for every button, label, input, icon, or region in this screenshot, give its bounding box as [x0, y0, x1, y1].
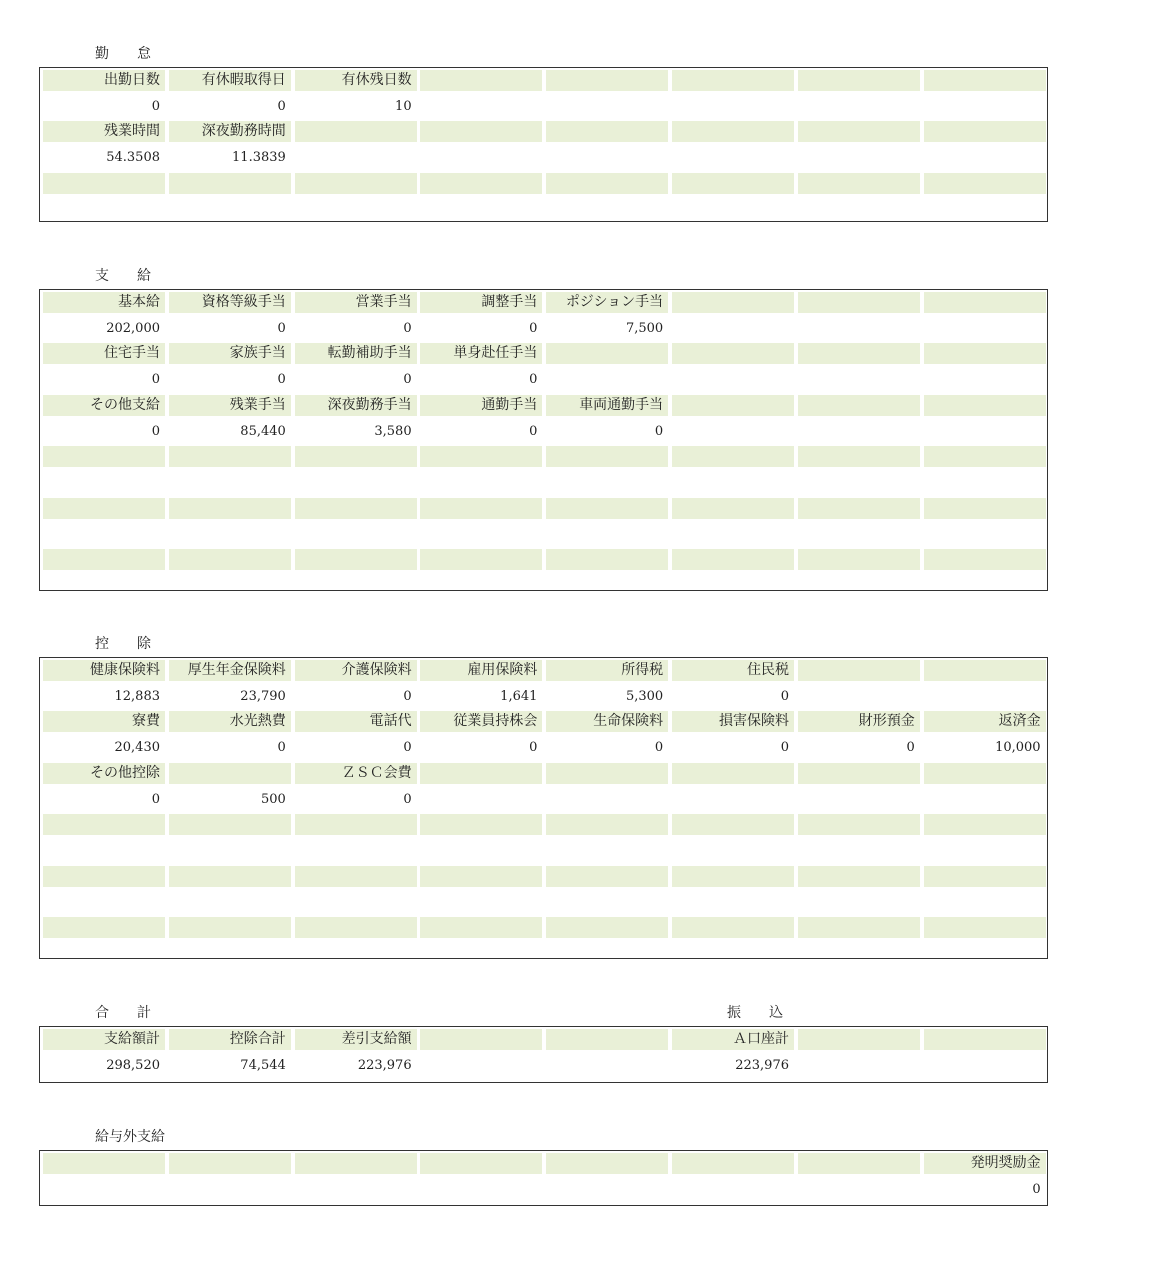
- item-label: 発明奨励金: [924, 1153, 1046, 1174]
- item-label: [924, 343, 1046, 364]
- item-label: [924, 660, 1046, 681]
- item-value: [546, 96, 668, 117]
- item-value: [672, 575, 794, 596]
- item-value: [672, 789, 794, 810]
- item-label: 転勤補助手当: [295, 343, 417, 364]
- item-label: [798, 173, 920, 194]
- item-label: [43, 498, 165, 519]
- item-label: 従業員持株会: [420, 711, 542, 732]
- item-value: 3,580: [374, 423, 412, 439]
- item-label: 調整手当: [420, 292, 542, 313]
- item-label: [798, 814, 920, 835]
- item-label: [43, 173, 165, 194]
- item-label: [798, 1029, 920, 1050]
- item-label: [43, 1153, 165, 1174]
- item-value: [798, 369, 920, 390]
- item-label: 深夜勤務手当: [295, 395, 417, 416]
- item-value: [798, 789, 920, 810]
- item-value: 7,500: [625, 320, 664, 336]
- item-value: [169, 472, 291, 493]
- item-label: [420, 917, 542, 938]
- item-label: [798, 498, 920, 519]
- item-value: [546, 369, 668, 390]
- item-label: [169, 763, 291, 784]
- item-label: 残業手当: [169, 395, 291, 416]
- item-label: [798, 549, 920, 570]
- item-label: [672, 292, 794, 313]
- item-value: [546, 199, 668, 220]
- item-value: [672, 369, 794, 390]
- item-label: [546, 343, 668, 364]
- item-value: [672, 421, 794, 442]
- item-label: [420, 121, 542, 142]
- item-label: [924, 173, 1046, 194]
- item-label: 家族手当: [169, 343, 291, 364]
- item-label: [798, 866, 920, 887]
- item-value: [420, 840, 542, 861]
- item-label: 営業手当: [295, 292, 417, 313]
- item-label: 電話代: [295, 711, 417, 732]
- item-value: 0: [654, 740, 664, 756]
- item-label: [169, 917, 291, 938]
- item-label: [798, 292, 920, 313]
- item-label: [672, 917, 794, 938]
- item-label: 厚生年金保険料: [169, 660, 291, 681]
- item-label: [546, 866, 668, 887]
- item-value: [295, 943, 417, 964]
- item-value: [672, 891, 794, 912]
- item-label: [924, 1029, 1046, 1050]
- item-value: 0: [529, 372, 538, 388]
- item-value: [546, 1179, 668, 1200]
- item-value: [546, 472, 668, 493]
- item-label: その他支給: [43, 395, 165, 416]
- item-value: [798, 421, 920, 442]
- item-label: [924, 814, 1046, 835]
- item-value: [924, 199, 1046, 220]
- item-value: [798, 575, 920, 596]
- item-label: [420, 70, 542, 91]
- item-label: [924, 121, 1046, 142]
- item-label: [420, 814, 542, 835]
- kojo-table: [39, 657, 1048, 959]
- item-value: 0: [906, 740, 915, 756]
- item-label: [924, 70, 1046, 91]
- item-value: [546, 789, 668, 810]
- item-label: 出勤日数: [43, 70, 165, 91]
- item-value: 0: [403, 372, 412, 388]
- shikyu-table: [39, 289, 1048, 591]
- item-value: [798, 199, 920, 220]
- item-value: [169, 840, 291, 861]
- item-label: [924, 763, 1046, 784]
- item-label: 住宅手当: [43, 343, 165, 364]
- kojo-title: 控 除: [95, 636, 151, 652]
- item-label: 雇用保険料: [420, 660, 542, 681]
- item-label: [420, 866, 542, 887]
- item-value: [420, 575, 542, 596]
- item-value: [798, 318, 920, 339]
- item-value: 223,976: [357, 1057, 412, 1073]
- item-label: [169, 549, 291, 570]
- item-label: 差引支給額: [295, 1029, 417, 1050]
- item-value: 1,641: [500, 688, 538, 704]
- item-label: [672, 446, 794, 467]
- item-label: 健康保険料: [43, 660, 165, 681]
- item-value: [924, 686, 1046, 707]
- item-value: [420, 1179, 542, 1200]
- item-label: [295, 1153, 417, 1174]
- item-value: [924, 523, 1046, 544]
- item-label: [420, 1153, 542, 1174]
- item-value: [169, 943, 291, 964]
- item-label: [295, 866, 417, 887]
- item-label: ＺＳＣ会費: [295, 763, 417, 784]
- item-value: 0: [529, 320, 538, 336]
- item-value: [420, 789, 542, 810]
- item-value: [420, 1055, 542, 1076]
- item-label: [798, 763, 920, 784]
- item-value: 74,544: [240, 1057, 286, 1073]
- item-label: [169, 814, 291, 835]
- item-label: [546, 70, 668, 91]
- item-value: [546, 575, 668, 596]
- item-value: [169, 575, 291, 596]
- item-value: [924, 943, 1046, 964]
- item-value: [295, 523, 417, 544]
- item-value: 0: [1032, 1181, 1041, 1197]
- item-value: 0: [780, 740, 789, 756]
- item-value: 0: [277, 372, 286, 388]
- item-label: 控除合計: [169, 1029, 291, 1050]
- item-value: [43, 575, 165, 596]
- item-label: [798, 446, 920, 467]
- item-value: [798, 472, 920, 493]
- item-label: 基本給: [43, 292, 165, 313]
- item-label: [169, 498, 291, 519]
- item-value: 0: [151, 372, 160, 388]
- item-label: [672, 1153, 794, 1174]
- item-value: [924, 840, 1046, 861]
- item-value: [420, 199, 542, 220]
- item-label: 水光熱費: [169, 711, 291, 732]
- item-label: [546, 498, 668, 519]
- item-label: [43, 549, 165, 570]
- item-label: [546, 1029, 668, 1050]
- item-label: [420, 1029, 542, 1050]
- item-value: [420, 147, 542, 168]
- item-value: [43, 943, 165, 964]
- item-value: 223,976: [735, 1057, 789, 1073]
- item-label: [295, 549, 417, 570]
- item-label: [672, 70, 794, 91]
- item-label: [546, 763, 668, 784]
- item-value: [924, 472, 1046, 493]
- item-label: 所得税: [546, 660, 668, 681]
- item-value: [169, 523, 291, 544]
- item-label: [546, 173, 668, 194]
- item-value: 5,300: [625, 688, 664, 704]
- item-value: [798, 523, 920, 544]
- item-label: [546, 1153, 668, 1174]
- item-value: [924, 789, 1046, 810]
- item-value: 0: [151, 98, 160, 114]
- item-label: [295, 446, 417, 467]
- item-label: [924, 498, 1046, 519]
- item-value: [798, 1055, 920, 1076]
- item-value: [295, 472, 417, 493]
- item-value: 12,883: [114, 688, 160, 704]
- item-label: [924, 446, 1046, 467]
- item-label: 介護保険料: [295, 660, 417, 681]
- item-value: [295, 199, 417, 220]
- item-value: 0: [403, 320, 412, 336]
- item-value: 0: [403, 740, 412, 756]
- item-value: [798, 891, 920, 912]
- item-value: [672, 1179, 794, 1200]
- item-value: 0: [529, 740, 538, 756]
- item-value: [798, 147, 920, 168]
- item-label: [169, 173, 291, 194]
- item-label: [672, 866, 794, 887]
- kyuyogai-table: [39, 1150, 1048, 1206]
- item-value: [672, 147, 794, 168]
- item-value: [420, 96, 542, 117]
- item-label: [169, 1153, 291, 1174]
- item-value: [924, 318, 1046, 339]
- item-value: [169, 891, 291, 912]
- furikomi-title: 振 込: [727, 1005, 783, 1021]
- item-value: 0: [151, 791, 160, 807]
- item-label: [672, 173, 794, 194]
- item-label: [420, 446, 542, 467]
- item-value: [546, 891, 668, 912]
- item-label: [43, 917, 165, 938]
- kintai-table: [39, 67, 1048, 222]
- item-value: [924, 891, 1046, 912]
- item-label: [798, 395, 920, 416]
- gokei-table: [39, 1026, 1048, 1083]
- item-value: 20,430: [114, 740, 160, 756]
- item-label: [672, 121, 794, 142]
- item-value: [546, 943, 668, 964]
- item-label: [798, 343, 920, 364]
- item-value: [43, 199, 165, 220]
- item-value: [924, 1055, 1046, 1076]
- item-value: [420, 523, 542, 544]
- item-value: 85,440: [240, 423, 286, 439]
- item-label: [798, 70, 920, 91]
- item-value: [420, 943, 542, 964]
- item-value: 0: [403, 791, 412, 807]
- item-value: [295, 575, 417, 596]
- item-label: [546, 446, 668, 467]
- item-label: [43, 814, 165, 835]
- item-value: 0: [277, 740, 286, 756]
- item-label: [420, 763, 542, 784]
- item-label: [546, 121, 668, 142]
- item-label: 損害保険料: [672, 711, 794, 732]
- item-label: [924, 917, 1046, 938]
- item-value: [43, 523, 165, 544]
- item-value: [672, 523, 794, 544]
- item-label: [546, 814, 668, 835]
- item-label: 財形預金: [798, 711, 920, 732]
- item-label: 資格等級手当: [169, 292, 291, 313]
- item-label: 単身赴任手当: [420, 343, 542, 364]
- item-value: 54.3508: [106, 150, 160, 166]
- item-value: [798, 840, 920, 861]
- item-value: [169, 1179, 291, 1200]
- item-label: [43, 866, 165, 887]
- item-label: [924, 292, 1046, 313]
- item-label: 車両通勤手当: [546, 395, 668, 416]
- item-label: Ａ口座計: [672, 1029, 794, 1050]
- item-value: [672, 472, 794, 493]
- item-label: 返済金: [924, 711, 1046, 732]
- item-value: [672, 96, 794, 117]
- item-label: [43, 446, 165, 467]
- item-label: 残業時間: [43, 121, 165, 142]
- item-label: [924, 549, 1046, 570]
- item-label: [420, 549, 542, 570]
- item-value: [672, 840, 794, 861]
- item-value: 298,520: [106, 1057, 160, 1073]
- item-label: 寮費: [43, 711, 165, 732]
- item-value: [420, 472, 542, 493]
- item-label: 有休残日数: [295, 70, 417, 91]
- item-value: [798, 1179, 920, 1200]
- item-label: 支給額計: [43, 1029, 165, 1050]
- item-value: [295, 840, 417, 861]
- item-value: [924, 421, 1046, 442]
- item-label: [420, 173, 542, 194]
- item-label: 住民税: [672, 660, 794, 681]
- item-value: 500: [260, 791, 286, 807]
- item-value: [546, 840, 668, 861]
- item-label: [672, 814, 794, 835]
- item-value: 0: [403, 688, 412, 704]
- item-value: [295, 147, 417, 168]
- item-label: [295, 121, 417, 142]
- item-label: [798, 660, 920, 681]
- item-value: [295, 891, 417, 912]
- item-label: ポジション手当: [546, 292, 668, 313]
- item-label: [672, 395, 794, 416]
- item-value: [546, 147, 668, 168]
- item-value: [798, 943, 920, 964]
- item-value: [169, 199, 291, 220]
- item-label: [672, 498, 794, 519]
- item-value: [924, 147, 1046, 168]
- item-label: [798, 917, 920, 938]
- item-value: [798, 686, 920, 707]
- item-label: [924, 395, 1046, 416]
- item-value: [43, 472, 165, 493]
- item-label: [672, 763, 794, 784]
- item-value: [798, 96, 920, 117]
- item-value: [672, 943, 794, 964]
- item-label: [672, 343, 794, 364]
- item-value: [924, 96, 1046, 117]
- item-label: 深夜勤務時間: [169, 121, 291, 142]
- item-value: [43, 1179, 165, 1200]
- item-value: 11.3839: [232, 150, 286, 166]
- item-label: [798, 1153, 920, 1174]
- item-label: 生命保険料: [546, 711, 668, 732]
- item-label: 通勤手当: [420, 395, 542, 416]
- item-value: [295, 1179, 417, 1200]
- shikyu-title: 支 給: [95, 268, 151, 284]
- item-label: [420, 498, 542, 519]
- item-value: [924, 575, 1046, 596]
- item-value: 0: [654, 423, 664, 439]
- item-label: [169, 866, 291, 887]
- item-label: [295, 173, 417, 194]
- item-value: 10: [395, 98, 412, 114]
- item-label: [798, 121, 920, 142]
- item-value: 0: [277, 98, 286, 114]
- item-label: [295, 498, 417, 519]
- item-value: 0: [277, 320, 286, 336]
- kintai-title: 勤 怠: [95, 46, 151, 62]
- item-label: [672, 549, 794, 570]
- item-value: [43, 840, 165, 861]
- item-value: [420, 891, 542, 912]
- kyuyogai-title: 給与外支給: [95, 1129, 165, 1145]
- item-value: [672, 318, 794, 339]
- item-value: 0: [151, 423, 160, 439]
- item-label: [546, 549, 668, 570]
- item-value: 0: [529, 423, 538, 439]
- item-label: [295, 814, 417, 835]
- item-label: [169, 446, 291, 467]
- item-value: [672, 199, 794, 220]
- item-label: 有休暇取得日: [169, 70, 291, 91]
- item-value: 10,000: [995, 740, 1041, 756]
- item-label: [295, 917, 417, 938]
- item-label: [924, 866, 1046, 887]
- gokei-title: 合 計: [95, 1005, 151, 1021]
- item-value: 0: [780, 688, 789, 704]
- item-label: その他控除: [43, 763, 165, 784]
- item-value: 23,790: [240, 688, 286, 704]
- item-value: [924, 369, 1046, 390]
- item-value: [43, 891, 165, 912]
- item-value: 202,000: [106, 320, 160, 336]
- item-value: [546, 523, 668, 544]
- item-value: [546, 1055, 668, 1076]
- item-label: [546, 917, 668, 938]
